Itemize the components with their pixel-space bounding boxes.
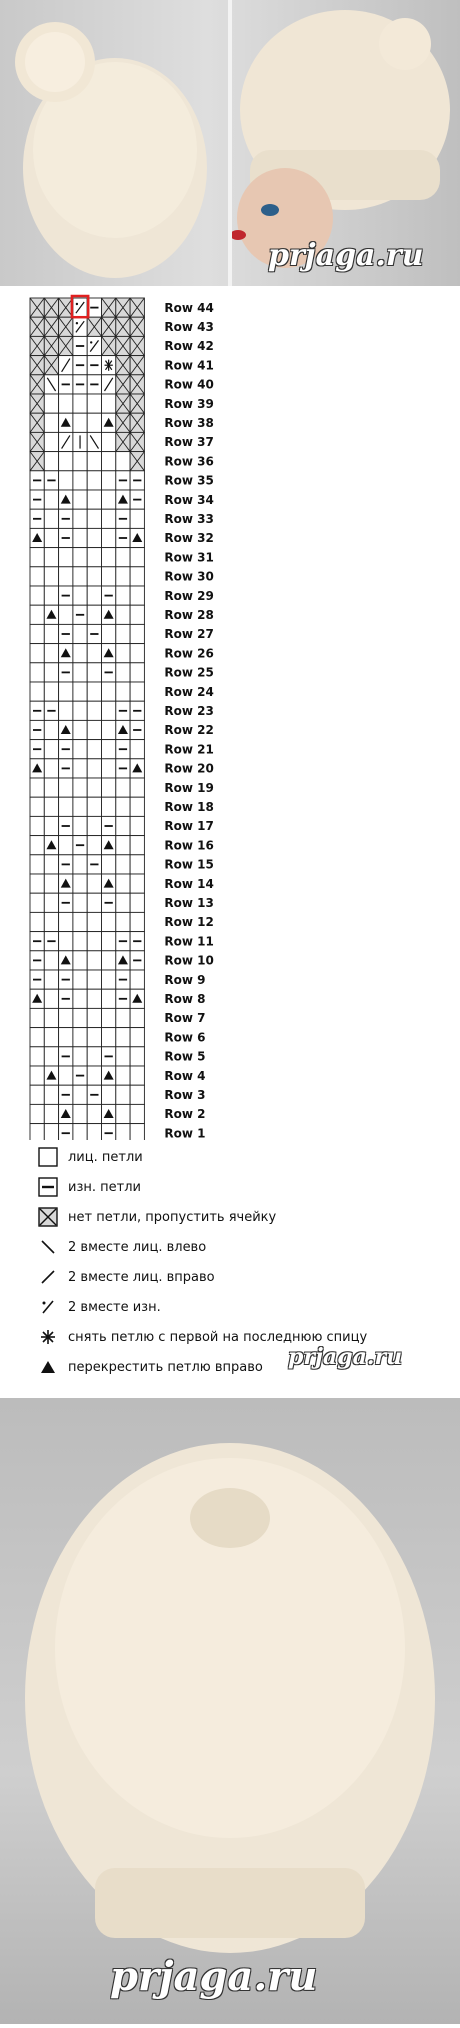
chart-cell bbox=[44, 1124, 58, 1140]
chart-cell bbox=[87, 816, 101, 835]
row-label: Row 14 bbox=[164, 876, 214, 891]
chart-cell bbox=[44, 586, 58, 605]
chart-cell bbox=[87, 1008, 101, 1027]
chart-cell bbox=[59, 452, 73, 471]
chart-cell bbox=[59, 1028, 73, 1047]
chart-cell bbox=[44, 509, 58, 528]
chart-cell bbox=[130, 1104, 144, 1123]
chart-cell bbox=[130, 893, 144, 912]
chart-cell bbox=[87, 509, 101, 528]
chart-cell bbox=[73, 1124, 87, 1140]
chart-cell bbox=[73, 797, 87, 816]
chart-cell bbox=[87, 740, 101, 759]
chart-cell bbox=[30, 816, 44, 835]
row-label: Row 33 bbox=[164, 512, 214, 527]
chart-cell bbox=[87, 663, 101, 682]
chart-cell bbox=[102, 548, 116, 567]
chart-cell bbox=[116, 1028, 130, 1047]
row-label: Row 35 bbox=[164, 473, 214, 488]
chart-cell bbox=[44, 452, 58, 471]
chart-cell bbox=[59, 548, 73, 567]
chart-cell bbox=[102, 970, 116, 989]
chart-cell bbox=[44, 797, 58, 816]
chart-cell bbox=[102, 471, 116, 490]
chart-cell bbox=[116, 816, 130, 835]
chart-cell bbox=[73, 1028, 87, 1047]
chart-cell bbox=[130, 912, 144, 931]
chart-cell bbox=[44, 413, 58, 432]
chart-cell bbox=[102, 432, 116, 451]
row-label: Row 12 bbox=[164, 915, 214, 930]
chart-cell bbox=[116, 663, 130, 682]
chart-cell bbox=[59, 932, 73, 951]
watermark-legend: prjaga.ru bbox=[288, 1344, 403, 1370]
chart-cell bbox=[44, 720, 58, 739]
chart-cell bbox=[30, 682, 44, 701]
chart-cell bbox=[73, 932, 87, 951]
chart-cell bbox=[44, 893, 58, 912]
chart-cell bbox=[102, 624, 116, 643]
chart-cell bbox=[73, 644, 87, 663]
chart-cell bbox=[116, 548, 130, 567]
chart-cell bbox=[73, 682, 87, 701]
chart-cell bbox=[44, 1008, 58, 1027]
chart-cell bbox=[130, 740, 144, 759]
hat-photo-bottom bbox=[0, 1398, 460, 2024]
chart-cell bbox=[116, 605, 130, 624]
legend-item-no-stitch bbox=[38, 1204, 276, 1230]
k2tog-right-symbol-icon bbox=[38, 1267, 58, 1287]
chart-cell bbox=[87, 682, 101, 701]
chart-cell bbox=[130, 778, 144, 797]
chart-cell bbox=[30, 548, 44, 567]
chart-cell bbox=[130, 970, 144, 989]
chart-cell bbox=[30, 624, 44, 643]
chart-cell bbox=[116, 586, 130, 605]
row-label: Row 5 bbox=[164, 1049, 206, 1064]
row-label: Row 39 bbox=[164, 396, 214, 411]
chart-cell bbox=[102, 452, 116, 471]
chart-cell bbox=[116, 567, 130, 586]
chart-cell bbox=[73, 548, 87, 567]
chart-cell bbox=[30, 1124, 44, 1140]
chart-cell bbox=[87, 970, 101, 989]
chart-cell bbox=[102, 932, 116, 951]
chart-cell bbox=[44, 490, 58, 509]
chart-cell bbox=[87, 797, 101, 816]
chart-cell bbox=[102, 682, 116, 701]
chart-cell bbox=[130, 567, 144, 586]
chart-cell bbox=[73, 778, 87, 797]
chart-cell bbox=[73, 701, 87, 720]
chart-cell bbox=[30, 912, 44, 931]
chart-cell bbox=[44, 759, 58, 778]
chart-cell bbox=[116, 797, 130, 816]
chart-cell bbox=[44, 663, 58, 682]
chart-cell bbox=[73, 394, 87, 413]
row-label: Row 17 bbox=[164, 819, 214, 834]
chart-cell bbox=[30, 567, 44, 586]
triangle-symbol-icon bbox=[38, 1357, 58, 1377]
chart-cell bbox=[102, 797, 116, 816]
chart-cell bbox=[130, 836, 144, 855]
chart-cell bbox=[130, 605, 144, 624]
p2tog-dot bbox=[76, 303, 78, 305]
chart-cell bbox=[116, 682, 130, 701]
row-label: Row 11 bbox=[164, 934, 214, 949]
chart-cell bbox=[102, 1124, 116, 1140]
watermark-top: prjaga.ru bbox=[268, 238, 424, 273]
chart-cell bbox=[116, 1104, 130, 1123]
chart-cell bbox=[30, 797, 44, 816]
chart-cell bbox=[130, 644, 144, 663]
row-label: Row 27 bbox=[164, 627, 214, 642]
row-label: Row 38 bbox=[164, 416, 214, 431]
row-label: Row 26 bbox=[164, 646, 214, 661]
chart-cell bbox=[116, 1124, 130, 1140]
row-label: Row 41 bbox=[164, 358, 214, 373]
chart-cell bbox=[44, 624, 58, 643]
chart-cell bbox=[59, 778, 73, 797]
chart-cell bbox=[30, 605, 44, 624]
chart-cell bbox=[116, 893, 130, 912]
chart-cell bbox=[59, 701, 73, 720]
chart-cell bbox=[44, 394, 58, 413]
row-label: Row 4 bbox=[164, 1068, 206, 1083]
row-label: Row 42 bbox=[164, 339, 214, 354]
legend-label: нет петли, пропустить ячейку bbox=[68, 1209, 277, 1225]
chart-cell bbox=[130, 663, 144, 682]
chart-cell bbox=[73, 989, 87, 1008]
legend-label: 2 вместе лиц. вправо bbox=[68, 1269, 215, 1285]
row-label: Row 40 bbox=[164, 377, 214, 392]
chart-cell bbox=[87, 490, 101, 509]
chart-cell bbox=[130, 816, 144, 835]
chart-cell bbox=[130, 874, 144, 893]
chart-cell bbox=[73, 586, 87, 605]
legend-item-purl bbox=[38, 1174, 141, 1200]
chart-cell bbox=[87, 586, 101, 605]
chart-cell bbox=[102, 951, 116, 970]
chart-cell bbox=[44, 778, 58, 797]
chart-cell bbox=[73, 855, 87, 874]
k2tog-left-symbol-icon bbox=[38, 1237, 58, 1257]
legend-item-k2tog-right bbox=[38, 1264, 215, 1290]
row-label: Row 36 bbox=[164, 454, 214, 469]
chart-cell bbox=[30, 1085, 44, 1104]
chart-cell bbox=[30, 893, 44, 912]
chart-cell bbox=[87, 1047, 101, 1066]
chart-cell bbox=[30, 855, 44, 874]
row-label: Row 10 bbox=[164, 953, 214, 968]
row-label: Row 34 bbox=[164, 492, 214, 507]
chart-cell bbox=[30, 1104, 44, 1123]
chart-cell bbox=[44, 989, 58, 1008]
row-label: Row 15 bbox=[164, 857, 214, 872]
asterisk-symbol-icon bbox=[38, 1327, 58, 1347]
chart-cell bbox=[116, 855, 130, 874]
chart-cell bbox=[73, 970, 87, 989]
chart-cell bbox=[87, 394, 101, 413]
chart-cell bbox=[87, 452, 101, 471]
chart-cell bbox=[44, 548, 58, 567]
row-label: Row 18 bbox=[164, 800, 214, 815]
no-stitch-symbol-icon bbox=[38, 1207, 58, 1227]
chart-cell bbox=[102, 1008, 116, 1027]
row-label: Row 21 bbox=[164, 742, 214, 757]
chart-cell bbox=[87, 528, 101, 547]
row-label: Row 43 bbox=[164, 320, 214, 335]
p2tog-dot bbox=[90, 341, 92, 343]
chart-cell bbox=[44, 1047, 58, 1066]
chart-cell bbox=[44, 855, 58, 874]
chart-cell bbox=[44, 432, 58, 451]
chart-cell bbox=[102, 490, 116, 509]
chart-cell bbox=[59, 836, 73, 855]
row-label: Row 24 bbox=[164, 684, 214, 699]
chart-cell bbox=[116, 1008, 130, 1027]
chart-cell bbox=[44, 816, 58, 835]
chart-cell bbox=[87, 644, 101, 663]
chart-cell bbox=[44, 1085, 58, 1104]
chart-cell bbox=[87, 567, 101, 586]
row-label: Row 13 bbox=[164, 896, 214, 911]
chart-cell bbox=[102, 567, 116, 586]
chart-cell bbox=[87, 836, 101, 855]
row-label: Row 2 bbox=[164, 1107, 206, 1122]
legend-item-k2tog-left bbox=[38, 1234, 206, 1260]
chart-cell bbox=[87, 548, 101, 567]
chart-cell bbox=[44, 970, 58, 989]
legend-label: изн. петли bbox=[68, 1179, 141, 1195]
chart-cell bbox=[102, 740, 116, 759]
knitting-chart bbox=[0, 290, 460, 1140]
chart-cell bbox=[102, 701, 116, 720]
chart-cell bbox=[73, 471, 87, 490]
chart-cell bbox=[59, 394, 73, 413]
row-label: Row 7 bbox=[164, 1011, 206, 1026]
chart-cell bbox=[130, 1066, 144, 1085]
row-label: Row 6 bbox=[164, 1030, 206, 1045]
chart-cell bbox=[130, 586, 144, 605]
chart-cell bbox=[73, 912, 87, 931]
chart-cell bbox=[130, 855, 144, 874]
chart-cell bbox=[102, 1085, 116, 1104]
chart-cell bbox=[73, 528, 87, 547]
chart-cell bbox=[44, 528, 58, 547]
row-label: Row 19 bbox=[164, 780, 214, 795]
legend-label: перекрестить петлю вправо bbox=[68, 1359, 263, 1375]
chart-cell bbox=[87, 893, 101, 912]
legend-label: снять петлю с первой на последнюю спицу bbox=[68, 1329, 368, 1345]
chart-cell bbox=[130, 1028, 144, 1047]
chart-cell bbox=[130, 1008, 144, 1027]
row-label: Row 31 bbox=[164, 550, 214, 565]
chart-cell bbox=[59, 1066, 73, 1085]
chart-cell bbox=[102, 855, 116, 874]
row-label: Row 29 bbox=[164, 588, 214, 603]
watermark-bottom: prjaga.ru bbox=[110, 1953, 318, 2000]
chart-cell bbox=[116, 874, 130, 893]
chart-cell bbox=[30, 1066, 44, 1085]
chart-cell bbox=[30, 1028, 44, 1047]
chart-cell bbox=[59, 682, 73, 701]
chart-cell bbox=[102, 989, 116, 1008]
chart-cell bbox=[87, 605, 101, 624]
chart-cell bbox=[87, 912, 101, 931]
chart-cell bbox=[102, 912, 116, 931]
chart-cell bbox=[44, 1028, 58, 1047]
chart-cell bbox=[30, 778, 44, 797]
chart-cell bbox=[116, 836, 130, 855]
chart-cell bbox=[116, 912, 130, 931]
chart-cell bbox=[59, 471, 73, 490]
photo-divider bbox=[228, 0, 232, 286]
chart-cell bbox=[73, 893, 87, 912]
row-label: Row 44 bbox=[164, 300, 214, 315]
legend-label: 2 вместе изн. bbox=[68, 1299, 161, 1315]
chart-cell bbox=[73, 1085, 87, 1104]
chart-cell bbox=[73, 1104, 87, 1123]
chart-cell bbox=[130, 682, 144, 701]
p2tog-symbol-icon bbox=[38, 1297, 58, 1317]
legend-item-knit bbox=[38, 1144, 143, 1170]
chart-cell bbox=[116, 624, 130, 643]
chart-cell bbox=[116, 1066, 130, 1085]
chart-cell bbox=[44, 644, 58, 663]
chart-cell bbox=[73, 567, 87, 586]
chart-cell bbox=[102, 509, 116, 528]
chart-cell bbox=[59, 1008, 73, 1027]
chart-cell bbox=[44, 951, 58, 970]
row-label: Row 9 bbox=[164, 972, 206, 987]
row-label: Row 32 bbox=[164, 531, 214, 546]
chart-cell bbox=[73, 490, 87, 509]
chart-cell bbox=[87, 989, 101, 1008]
legend-item-p2tog bbox=[38, 1294, 161, 1320]
p2tog-dot bbox=[76, 322, 78, 324]
chart-cell bbox=[87, 1104, 101, 1123]
chart-cell bbox=[73, 816, 87, 835]
chart-cell bbox=[30, 874, 44, 893]
chart-cell bbox=[116, 778, 130, 797]
row-label: Row 8 bbox=[164, 992, 206, 1007]
row-label: Row 25 bbox=[164, 665, 214, 680]
chart-cell bbox=[87, 874, 101, 893]
chart-cell bbox=[73, 624, 87, 643]
row-label: Row 3 bbox=[164, 1088, 206, 1103]
chart-cell bbox=[102, 778, 116, 797]
chart-cell bbox=[59, 912, 73, 931]
chart-cell bbox=[73, 452, 87, 471]
chart-cell bbox=[73, 759, 87, 778]
chart-cell bbox=[116, 1047, 130, 1066]
chart-cell bbox=[59, 567, 73, 586]
chart-cell bbox=[130, 624, 144, 643]
chart-cell bbox=[73, 663, 87, 682]
chart-cell bbox=[87, 720, 101, 739]
chart-cell bbox=[87, 932, 101, 951]
chart-cell bbox=[44, 912, 58, 931]
chart-cell bbox=[130, 1124, 144, 1140]
chart-cell bbox=[59, 1124, 73, 1140]
chart-cell bbox=[87, 951, 101, 970]
chart-cell bbox=[116, 644, 130, 663]
chart-cell bbox=[30, 1008, 44, 1027]
chart-cell bbox=[130, 1085, 144, 1104]
chart-cell bbox=[87, 759, 101, 778]
chart-cell bbox=[44, 1104, 58, 1123]
row-label: Row 28 bbox=[164, 608, 214, 623]
chart-cell bbox=[130, 548, 144, 567]
legend-label: лиц. петли bbox=[68, 1149, 143, 1165]
chart-cell bbox=[116, 1085, 130, 1104]
chart-cell bbox=[130, 509, 144, 528]
chart-cell bbox=[102, 528, 116, 547]
chart-cell bbox=[87, 1066, 101, 1085]
chart-cell bbox=[87, 1028, 101, 1047]
chart-cell bbox=[130, 797, 144, 816]
row-label: Row 1 bbox=[164, 1126, 206, 1140]
row-label: Row 16 bbox=[164, 838, 214, 853]
chart-cell bbox=[44, 567, 58, 586]
row-label: Row 20 bbox=[164, 761, 214, 776]
row-label: Row 30 bbox=[164, 569, 214, 584]
chart-cell bbox=[73, 413, 87, 432]
chart-cell bbox=[73, 509, 87, 528]
chart-cell bbox=[87, 413, 101, 432]
chart-cell bbox=[102, 759, 116, 778]
chart-cell bbox=[30, 1047, 44, 1066]
chart-cell bbox=[102, 1028, 116, 1047]
hat-photos-top bbox=[0, 0, 460, 286]
chart-cell bbox=[116, 452, 130, 471]
knit-symbol-icon bbox=[38, 1147, 58, 1167]
chart-cell bbox=[73, 951, 87, 970]
chart-cell bbox=[102, 394, 116, 413]
legend-item-cross-right bbox=[38, 1354, 263, 1380]
chart-cell bbox=[87, 1124, 101, 1140]
chart-cell bbox=[102, 720, 116, 739]
row-label: Row 22 bbox=[164, 723, 214, 738]
chart-cell bbox=[30, 586, 44, 605]
chart-cell bbox=[73, 720, 87, 739]
chart-cell bbox=[87, 778, 101, 797]
chart-cell bbox=[73, 740, 87, 759]
chart-cell bbox=[73, 1047, 87, 1066]
row-label: Row 23 bbox=[164, 704, 214, 719]
legend-label: 2 вместе лиц. влево bbox=[68, 1239, 207, 1255]
chart-cell bbox=[59, 605, 73, 624]
hat-photo-illustration bbox=[0, 1398, 460, 2024]
purl-symbol-icon bbox=[38, 1177, 58, 1197]
chart-cell bbox=[73, 1008, 87, 1027]
chart-cell bbox=[130, 1047, 144, 1066]
chart-cell bbox=[44, 682, 58, 701]
chart-cell bbox=[73, 874, 87, 893]
chart-cell bbox=[59, 797, 73, 816]
chart-cell bbox=[87, 701, 101, 720]
chart-cell bbox=[44, 740, 58, 759]
chart-cell bbox=[30, 836, 44, 855]
chart-cell bbox=[30, 644, 44, 663]
row-label: Row 37 bbox=[164, 435, 214, 450]
chart-cell bbox=[44, 874, 58, 893]
chart-cell bbox=[87, 471, 101, 490]
chart-cell bbox=[30, 663, 44, 682]
